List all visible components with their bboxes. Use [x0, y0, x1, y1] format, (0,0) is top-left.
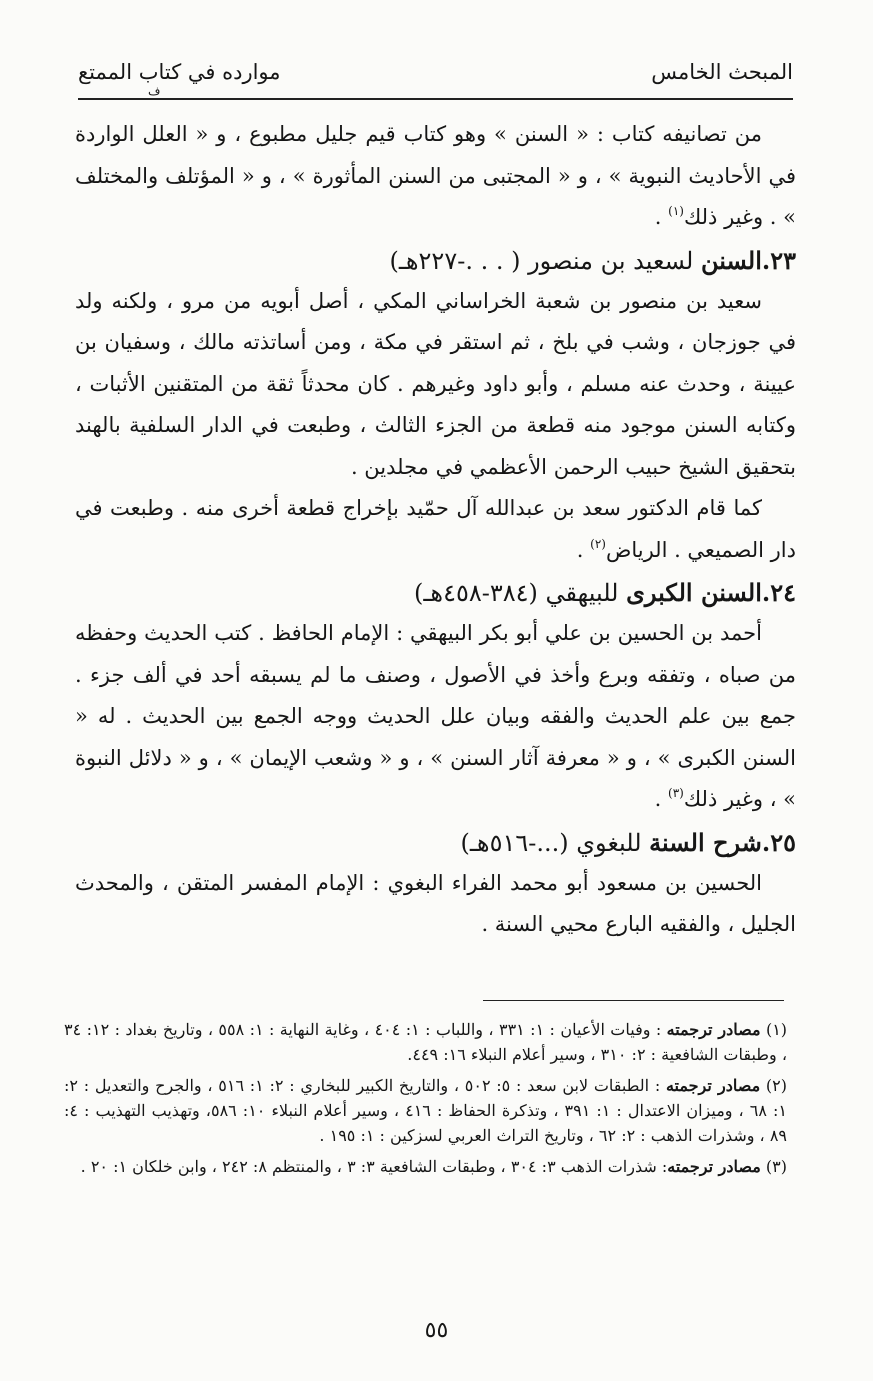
book-chapter-title: موارده في كتاب الممتع: [78, 60, 281, 84]
page-number: ٥٥: [424, 1318, 449, 1343]
footnote-ref-2: (٢): [590, 536, 606, 551]
footnote-1: (١) مصادر ترجمته : وفيات الأعيان : ١: ٣٣١ ، واللباب : ١: ٤٠٤ ، وغاية النهاية : ١: ٥٥٨ ، وتاريخ بغداد : ١٢: ٣٤ ، وطبقات الشافعية : ٢: ٣١٠ ، وسير أعلام النبلاء ١٦: ٤٤٩.: [64, 1020, 788, 1064]
section-title: المبحث الخامس: [651, 60, 793, 84]
paragraph-4: أحمد بن الحسين بن علي أبو بكر البيهقي : الإمام الحافظ . كتب الحديث وحفظه من صباه ، وتفقه وبرع وأخذ في الأصول ، وصنف ما لم يسبقه أحد في ألف جزء . جمع بين علم الحديث والفقه وبيان علل الحديث ووجه الجمع بين الحديث . له « السنن الكبرى » ، و « معرفة آثار السنن » ، و « وشعب الإيمان » ، و « دلائل النبوة » ، وغير ذلك$^{(٣)}$ .: [75, 621, 796, 811]
footnote-ref-1: (١): [668, 204, 684, 218]
footnote-separator: [483, 1000, 784, 1001]
heading-25: ٢٥.شرح السنة للبغوي (...-٥١٦هـ): [460, 827, 796, 857]
main-text: [75, 114, 796, 946]
running-header: [78, 50, 793, 102]
footnote-2: (٢) مصادر ترجمته : الطبقات لابن سعد : ٥: ٥٠٢ ، والتاريخ الكبير للبخاري : ٢: ١: ٥١٦ ، والجرح والتعديل : ٢: ١: ٦٨ ، وميزان الاعتدال : ١: ٣٩١ ، وتذكرة الحفاظ : ٤١٦ ، وسير أعلام النبلاء ١٠: ٥٨٦، وتهذيب التهذيب : ٤: ٨٩ ، وشذرات الذهب : ٢: ٦٢ ، وتاريخ التراث العربي لسزكين : ١: ١٩٥ .: [64, 1076, 788, 1145]
paragraph-5: الحسين بن مسعود أبو محمد الفراء البغوي : الإمام المفسر المتقن ، والمحدث الجليل ، والفقيه البارع محيي السنة .: [75, 870, 796, 936]
footnotes: [64, 1017, 787, 1185]
heading-23: ٢٣.السنن لسعيد بن منصور ( . . .-٢٢٧هـ): [389, 245, 796, 275]
paragraph-1: من تصانيفه كتاب : « السنن » وهو كتاب قيم جليل مطبوع ، و « العلل الواردة في الأحاديث النبوية » ، و « المجتبى من السنن المأثورة » ، و « المؤتلف والمختلف » . وغير ذلك$^{(١)}$ .: [75, 122, 796, 229]
header-rule: [78, 98, 793, 100]
paragraph-3: كما قام الدكتور سعد بن عبدالله آل حمّيد بإخراج قطعة أخرى منه . وطبعت في دار الصميعي . الرياض$^{(٢)}$ .: [75, 496, 796, 562]
paragraph-2: سعيد بن منصور بن شعبة الخراساني المكي ، أصل أبويه من مرو ، ولكنه ولد في جوزجان ، وشب في بلخ ، ثم استقر في مكة ، ومن أساتذته مالك ، وسفيان بن عيينة ، وحدث عنه مسلم ، وأبو داود وغيرهم . كان محدثاً ثقة من المتقنين الأثبات ، وكتابه السنن موجود منه قطعة من الجزء الثالث ، وطبعت في الدار السلفية بالهند بتحقيق الشيخ حبيب الرحمن الأعظمي في مجلدين .: [75, 288, 796, 479]
header-mark: ف: [148, 84, 161, 98]
heading-24: ٢٤.السنن الكبرى للبيهقي (٣٨٤-٤٥٨هـ): [414, 578, 796, 607]
footnote-3: (٣) مصادر ترجمته: شذرات الذهب ٣: ٣٠٤ ، وطبقات الشافعية ٣: ٣ ، والمنتظم ٨: ٢٤٢ ، وابن خلكان ١: ٢٠ .: [80, 1157, 787, 1176]
footnote-ref-3: (٣): [668, 786, 684, 800]
